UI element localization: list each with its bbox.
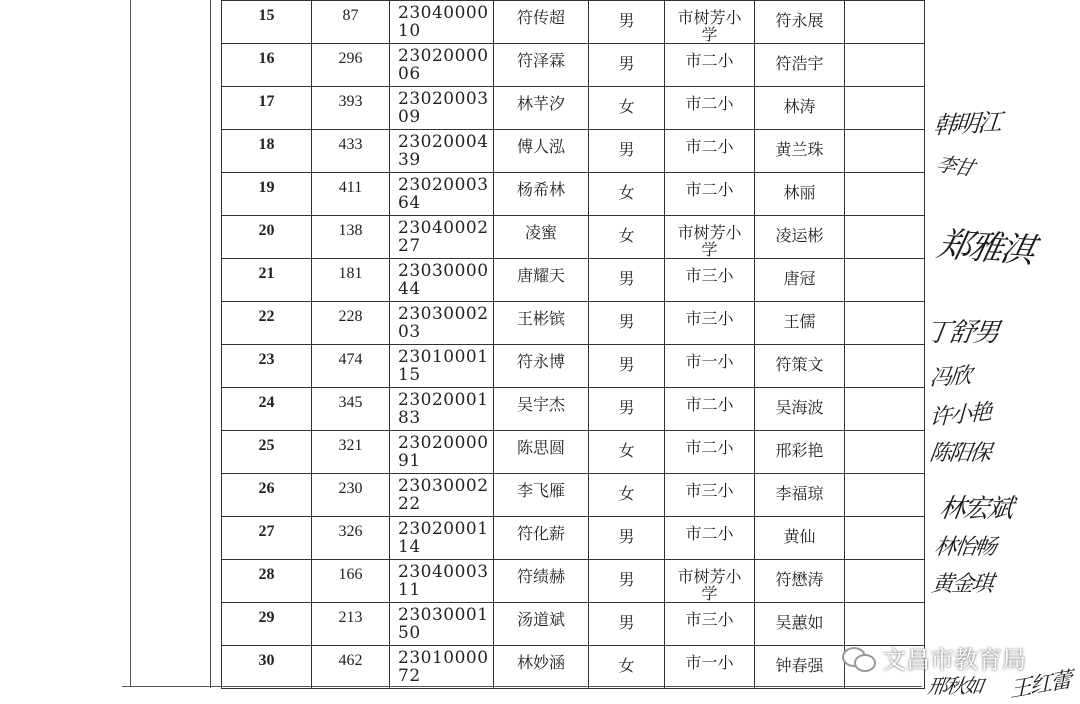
score-cell	[312, 431, 390, 474]
student-name-cell	[494, 173, 589, 216]
row-number-text: 23	[258, 351, 275, 368]
handwritten-signature: 王红蕾	[1009, 667, 1071, 703]
school-text: 市三小	[685, 309, 734, 328]
score-cell	[312, 474, 390, 517]
guardian-name-text: 黄兰珠	[775, 140, 824, 159]
guardian-name-cell	[755, 130, 845, 173]
table-row	[222, 216, 925, 259]
exam-id-text: 23020000	[398, 46, 489, 66]
score-cell	[312, 173, 390, 216]
school-text: 市三小	[685, 610, 734, 629]
guardian-name-cell	[755, 44, 845, 87]
student-name-text: 唐耀天	[516, 266, 565, 285]
gender-text: 男	[618, 11, 635, 30]
table-row	[222, 474, 925, 517]
student-name-cell	[494, 216, 589, 259]
guardian-name-cell	[755, 345, 845, 388]
handwritten-signature: 许小艳	[929, 399, 991, 432]
gender-cell	[589, 474, 665, 517]
gender-cell	[589, 431, 665, 474]
score-cell	[312, 517, 390, 560]
gender-cell	[589, 87, 665, 130]
gender-cell	[589, 560, 665, 603]
guardian-name-cell	[755, 517, 845, 560]
exam-id-text-line2: 15	[398, 365, 421, 385]
table-row	[222, 603, 925, 646]
score-text: 166	[338, 566, 363, 583]
score-cell	[312, 560, 390, 603]
row-number-text: 30	[258, 652, 275, 669]
row-number-cell	[222, 517, 312, 560]
school-text-line2: 学	[701, 240, 718, 259]
guardian-name-text: 凌运彬	[775, 226, 824, 245]
school-text: 市二小	[685, 438, 734, 457]
student-name-cell	[494, 130, 589, 173]
student-name-text: 符绩赫	[516, 567, 565, 586]
score-cell	[312, 646, 390, 689]
gender-text: 女	[618, 226, 635, 245]
school-text: 市三小	[685, 266, 734, 285]
school-cell	[665, 646, 755, 689]
exam-id-text-line2: 72	[398, 666, 421, 686]
row-number-cell	[222, 87, 312, 130]
gender-text: 女	[618, 183, 635, 202]
student-name-text: 陈思圆	[516, 438, 565, 457]
school-text: 市二小	[685, 94, 734, 113]
school-cell	[665, 345, 755, 388]
school-cell	[665, 474, 755, 517]
signature-cell	[845, 474, 925, 517]
exam-id-cell	[390, 216, 494, 259]
row-number-text: 29	[258, 609, 275, 626]
row-number-text: 22	[258, 308, 275, 325]
score-cell	[312, 44, 390, 87]
score-text: 345	[338, 394, 363, 411]
school-text: 市树芳小	[677, 567, 742, 586]
gender-text: 男	[618, 527, 635, 546]
row-number-cell	[222, 1, 312, 44]
exam-id-text: 23040000	[398, 3, 489, 23]
signature-cell	[845, 87, 925, 130]
handwritten-signature: 林怡畅	[932, 535, 997, 560]
exam-id-text: 23040003	[398, 562, 489, 582]
gender-text: 男	[618, 54, 635, 73]
score-text: 181	[338, 265, 363, 282]
guardian-name-cell	[755, 431, 845, 474]
school-cell	[665, 388, 755, 431]
signature-cell	[845, 517, 925, 560]
exam-id-text: 23020001	[398, 519, 489, 539]
student-name-cell	[494, 87, 589, 130]
student-roster-table	[221, 0, 925, 689]
table-row	[222, 1, 925, 44]
gender-text: 男	[618, 398, 635, 417]
row-number-text: 15	[258, 7, 275, 24]
handwritten-signature: 郑雅淇	[933, 224, 1037, 272]
watermark-text: 文昌市教育局	[882, 646, 1026, 674]
row-number-cell	[222, 345, 312, 388]
exam-id-text: 23040002	[398, 218, 489, 238]
exam-id-text-line2: 06	[398, 64, 421, 84]
student-name-cell	[494, 345, 589, 388]
score-text: 138	[338, 222, 363, 239]
gender-text: 女	[618, 97, 635, 116]
score-text: 321	[338, 437, 363, 454]
signature-cell	[845, 388, 925, 431]
school-cell	[665, 44, 755, 87]
student-name-cell	[494, 44, 589, 87]
exam-id-cell	[390, 302, 494, 345]
school-cell	[665, 431, 755, 474]
exam-id-text: 23010001	[398, 347, 489, 367]
score-cell	[312, 345, 390, 388]
exam-id-text-line2: 44	[398, 279, 421, 299]
student-name-text: 汤道斌	[516, 610, 565, 629]
student-name-text: 傅人泓	[516, 137, 565, 156]
student-name-text: 凌蜜	[524, 223, 557, 242]
handwritten-signature: 冯欣	[928, 363, 971, 392]
exam-id-text-line2: 83	[398, 408, 421, 428]
table-row	[222, 87, 925, 130]
student-name-cell	[494, 1, 589, 44]
student-name-text: 符泽霖	[516, 51, 565, 70]
gender-cell	[589, 646, 665, 689]
exam-id-text: 23030002	[398, 304, 489, 324]
student-name-cell	[494, 259, 589, 302]
exam-id-text: 23020004	[398, 132, 489, 152]
row-number-cell	[222, 646, 312, 689]
student-name-text: 杨希林	[516, 180, 565, 199]
score-cell	[312, 1, 390, 44]
gender-cell	[589, 130, 665, 173]
score-text: 230	[338, 480, 363, 497]
student-name-text: 符传超	[516, 8, 565, 27]
gender-cell	[589, 1, 665, 44]
guardian-name-cell	[755, 216, 845, 259]
row-number-cell	[222, 388, 312, 431]
gender-text: 女	[618, 656, 635, 675]
table-row	[222, 259, 925, 302]
exam-id-text-line2: 50	[398, 623, 421, 643]
exam-id-cell	[390, 474, 494, 517]
score-text: 462	[338, 652, 363, 669]
signature-cell	[845, 130, 925, 173]
exam-id-text: 23020003	[398, 89, 489, 109]
student-name-text: 林芊汐	[516, 94, 565, 113]
guardian-name-text: 王儒	[783, 312, 816, 331]
exam-id-cell	[390, 345, 494, 388]
guardian-name-cell	[755, 388, 845, 431]
row-number-text: 28	[258, 566, 275, 583]
row-number-text: 24	[258, 394, 275, 411]
wechat-watermark	[842, 640, 1026, 675]
exam-id-cell	[390, 646, 494, 689]
school-cell	[665, 216, 755, 259]
exam-id-text-line2: 14	[398, 537, 421, 557]
exam-id-cell	[390, 259, 494, 302]
score-cell	[312, 87, 390, 130]
table-row	[222, 431, 925, 474]
gender-cell	[589, 173, 665, 216]
student-name-text: 符化薪	[516, 524, 565, 543]
student-name-text: 林妙涵	[516, 653, 565, 672]
score-cell	[312, 130, 390, 173]
student-name-text: 李飞雁	[516, 481, 565, 500]
row-number-cell	[222, 560, 312, 603]
student-name-cell	[494, 646, 589, 689]
exam-id-text-line2: 11	[398, 580, 421, 600]
gender-text: 男	[618, 140, 635, 159]
guardian-name-cell	[755, 1, 845, 44]
row-number-text: 17	[258, 93, 275, 110]
student-name-cell	[494, 302, 589, 345]
exam-id-text-line2: 27	[398, 236, 421, 256]
guardian-name-text: 符策文	[775, 355, 824, 374]
row-number-cell	[222, 431, 312, 474]
row-number-text: 16	[258, 50, 275, 67]
exam-id-cell	[390, 603, 494, 646]
signature-cell	[845, 173, 925, 216]
guardian-name-cell	[755, 87, 845, 130]
student-name-text: 王彬镔	[516, 309, 565, 328]
signature-cell	[845, 431, 925, 474]
exam-id-cell	[390, 130, 494, 173]
exam-id-text-line2: 91	[398, 451, 421, 471]
score-cell	[312, 259, 390, 302]
exam-id-text: 23020001	[398, 390, 489, 410]
table-row	[222, 646, 925, 689]
guardian-name-cell	[755, 474, 845, 517]
row-number-cell	[222, 302, 312, 345]
row-number-cell	[222, 130, 312, 173]
exam-id-cell	[390, 517, 494, 560]
guardian-name-text: 林丽	[783, 183, 816, 202]
table-row	[222, 130, 925, 173]
gender-cell	[589, 259, 665, 302]
row-number-text: 25	[258, 437, 275, 454]
guardian-name-text: 符懋涛	[775, 570, 824, 589]
school-cell	[665, 603, 755, 646]
gender-cell	[589, 345, 665, 388]
guardian-name-cell	[755, 259, 845, 302]
row-number-text: 19	[258, 179, 275, 196]
student-name-cell	[494, 474, 589, 517]
guardian-name-text: 唐冠	[783, 269, 816, 288]
gender-cell	[589, 216, 665, 259]
school-text: 市三小	[685, 481, 734, 500]
score-text: 213	[338, 609, 363, 626]
row-number-cell	[222, 259, 312, 302]
guardian-name-cell	[755, 302, 845, 345]
row-number-text: 21	[258, 265, 275, 282]
gender-text: 男	[618, 269, 635, 288]
gender-cell	[589, 388, 665, 431]
guardian-name-cell	[755, 646, 845, 689]
gender-cell	[589, 517, 665, 560]
row-number-cell	[222, 474, 312, 517]
guardian-name-cell	[755, 560, 845, 603]
row-number-text: 20	[258, 222, 275, 239]
gender-text: 男	[618, 570, 635, 589]
signature-cell	[845, 1, 925, 44]
gender-text: 男	[618, 312, 635, 331]
gender-cell	[589, 44, 665, 87]
guardian-name-text: 吴海波	[775, 398, 824, 417]
handwritten-signature: 韩明江	[932, 108, 1002, 140]
school-text: 市二小	[685, 51, 734, 70]
exam-id-cell	[390, 560, 494, 603]
exam-id-text: 23020003	[398, 175, 489, 195]
exam-id-cell	[390, 44, 494, 87]
student-name-text: 吴宇杰	[516, 395, 565, 414]
school-text: 市二小	[685, 395, 734, 414]
table-row	[222, 388, 925, 431]
signature-cell	[845, 345, 925, 388]
row-number-cell	[222, 44, 312, 87]
school-text: 市二小	[685, 524, 734, 543]
table-left-margin-line	[210, 0, 211, 688]
school-cell	[665, 87, 755, 130]
school-cell	[665, 302, 755, 345]
gender-cell	[589, 302, 665, 345]
student-name-cell	[494, 388, 589, 431]
handwritten-signature: 李甘	[933, 151, 976, 181]
table-row	[222, 345, 925, 388]
handwritten-signature: 邢秋如	[926, 674, 984, 698]
handwritten-signature: 黄金琪	[929, 572, 994, 597]
guardian-name-text: 林涛	[783, 97, 816, 116]
school-text: 市一小	[685, 653, 734, 672]
handwritten-signature: 林宏斌	[937, 494, 1014, 524]
row-number-text: 18	[258, 136, 275, 153]
signature-cell	[845, 216, 925, 259]
school-cell	[665, 1, 755, 44]
guardian-name-text: 吴蕙如	[775, 613, 824, 632]
guardian-name-text: 李福琼	[775, 484, 824, 503]
score-text: 296	[338, 50, 363, 67]
score-text: 393	[338, 93, 363, 110]
school-text: 市二小	[685, 180, 734, 199]
guardian-name-text: 黄仙	[783, 527, 816, 546]
gender-text: 女	[618, 441, 635, 460]
school-text: 市一小	[685, 352, 734, 371]
guardian-name-cell	[755, 173, 845, 216]
signature-cell	[845, 44, 925, 87]
exam-id-cell	[390, 173, 494, 216]
exam-id-text-line2: 09	[398, 107, 421, 127]
school-cell	[665, 259, 755, 302]
exam-id-text-line2: 39	[398, 150, 421, 170]
score-text: 411	[338, 179, 363, 196]
score-cell	[312, 216, 390, 259]
school-text-line2: 学	[701, 584, 718, 603]
score-text: 433	[338, 136, 363, 153]
student-name-cell	[494, 560, 589, 603]
school-text: 市二小	[685, 137, 734, 156]
score-text: 87	[342, 7, 359, 24]
table-row	[222, 173, 925, 216]
score-cell	[312, 603, 390, 646]
row-number-cell	[222, 603, 312, 646]
gender-cell	[589, 603, 665, 646]
guardian-name-text: 符浩宇	[775, 54, 824, 73]
school-text-line2: 学	[701, 25, 718, 44]
exam-id-text-line2: 64	[398, 193, 421, 213]
signature-cell	[845, 259, 925, 302]
score-cell	[312, 388, 390, 431]
student-name-text: 符永博	[516, 352, 565, 371]
page-border-left	[130, 0, 131, 686]
school-text: 市树芳小	[677, 8, 742, 27]
gender-text: 男	[618, 613, 635, 632]
exam-id-cell	[390, 388, 494, 431]
row-number-cell	[222, 173, 312, 216]
row-number-text: 27	[258, 523, 275, 540]
school-cell	[665, 173, 755, 216]
score-cell	[312, 302, 390, 345]
exam-id-cell	[390, 431, 494, 474]
school-cell	[665, 130, 755, 173]
gender-text: 男	[618, 355, 635, 374]
guardian-name-text: 符永展	[775, 11, 824, 30]
signature-cell	[845, 302, 925, 345]
exam-id-text-line2: 10	[398, 21, 421, 41]
table-row	[222, 560, 925, 603]
exam-id-text: 23030000	[398, 261, 489, 281]
student-name-cell	[494, 431, 589, 474]
school-text: 市树芳小	[677, 223, 742, 242]
wechat-icon	[842, 645, 876, 671]
score-text: 474	[338, 351, 363, 368]
score-text: 326	[338, 523, 363, 540]
exam-id-text: 23030001	[398, 605, 489, 625]
exam-id-text-line2: 03	[398, 322, 421, 342]
exam-id-text: 23010000	[398, 648, 489, 668]
row-number-text: 26	[258, 480, 275, 497]
school-cell	[665, 517, 755, 560]
guardian-name-text: 钟春强	[775, 656, 824, 675]
table-row	[222, 302, 925, 345]
gender-text: 女	[618, 484, 635, 503]
exam-id-text: 23030002	[398, 476, 489, 496]
row-number-cell	[222, 216, 312, 259]
exam-id-cell	[390, 1, 494, 44]
school-cell	[665, 560, 755, 603]
score-text: 228	[338, 308, 363, 325]
student-name-cell	[494, 603, 589, 646]
table-row	[222, 44, 925, 87]
student-name-cell	[494, 517, 589, 560]
exam-id-cell	[390, 87, 494, 130]
handwritten-signature: 丁舒男	[923, 318, 1000, 348]
signature-cell	[845, 560, 925, 603]
exam-id-text: 23020000	[398, 433, 489, 453]
guardian-name-text: 邢彩艳	[775, 441, 824, 460]
table-row	[222, 517, 925, 560]
handwritten-signature: 陈阳保	[927, 441, 992, 466]
guardian-name-cell	[755, 603, 845, 646]
exam-id-text-line2: 22	[398, 494, 421, 514]
